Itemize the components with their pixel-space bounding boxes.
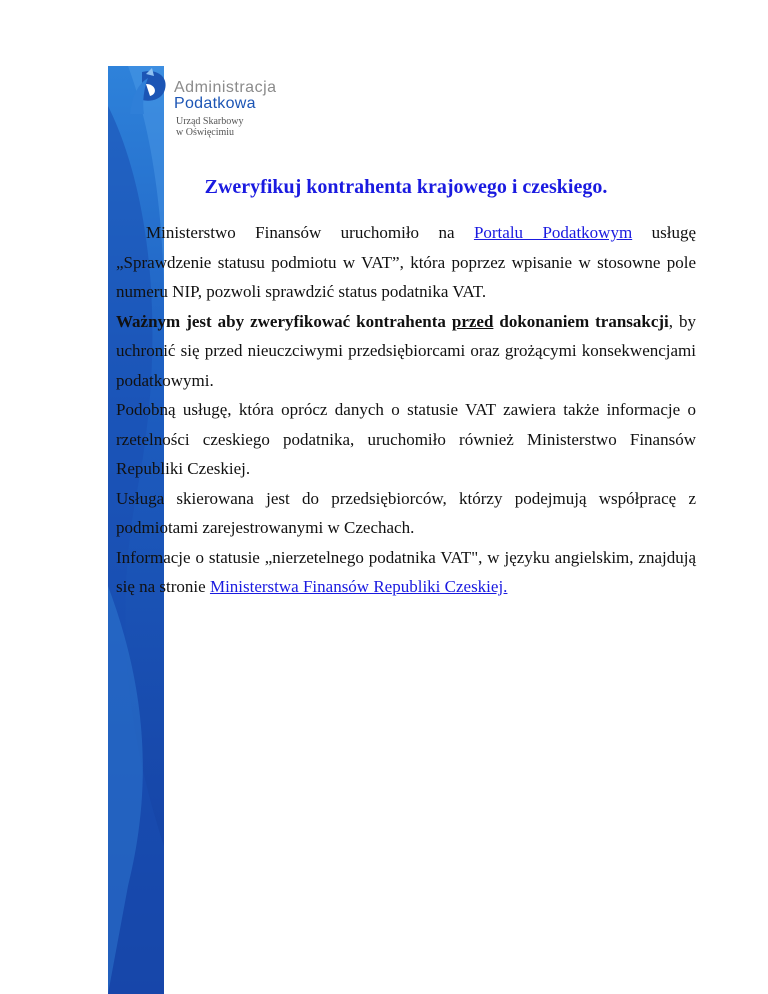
paragraph-verification-warning: [116, 307, 696, 396]
office-name: [176, 116, 243, 138]
p2-bold-start: Ważnym jest aby zweryfikować kontrahenta: [116, 311, 452, 331]
logo-text-line2: Podatkowa: [174, 95, 256, 112]
office-line2: w Oświęcimiu: [176, 127, 235, 138]
logo-emblem-icon: [128, 66, 172, 118]
p2-bold-underlined: przed: [451, 311, 494, 331]
paragraph-portal-service: [116, 218, 696, 307]
p1-text-before: Ministerstwo Finansów uruchomiło na: [146, 223, 474, 242]
czech-ministry-link[interactable]: Ministerstwa Finansów Republiki Czeskiej.: [209, 577, 508, 596]
p2-bold-end: dokonaniem transakcji: [493, 311, 669, 331]
office-line1: Urząd Skarbowy: [176, 116, 244, 127]
p1-text-after: usługę „Sprawdzenie statusu podmiotu w VAT”, która poprzez wpisanie w stosowne pole numeru NIP, pozwoli sprawdzić status podatnika VAT.: [116, 223, 696, 301]
tax-administration-logo: [128, 66, 328, 146]
logo-text-line1: Administracja: [174, 79, 277, 96]
paragraph-english-info: [116, 543, 696, 602]
document-title: Zweryfikuj kontrahenta krajowego i czeskiego.: [204, 176, 608, 198]
paragraph-czech-service: Podobną usługę, która oprócz danych o statusie VAT zawiera także informacje o rzetelności czeskiego podatnika, uruchomiło również Ministerstwo Finansów Republiki Czeskiej.: [116, 400, 696, 478]
paragraph-audience: Usługa skierowana jest do przedsiębiorców, którzy podejmują współpracę z podmiotami zarejestrowanymi w Czechach.: [116, 488, 696, 537]
portal-podatkowy-link[interactable]: Portalu Podatkowym: [473, 223, 633, 242]
p5-text: Informacje o statusie „nierzetelnego podatnika VAT", w języku angielskim, znajdują się na stronie: [116, 547, 696, 596]
document-body: [116, 218, 696, 602]
p2-rest: , by uchronić się przed nieuczciwymi przedsiębiorcami oraz grożącymi konsekwencjami podatkowymi.: [116, 311, 697, 390]
